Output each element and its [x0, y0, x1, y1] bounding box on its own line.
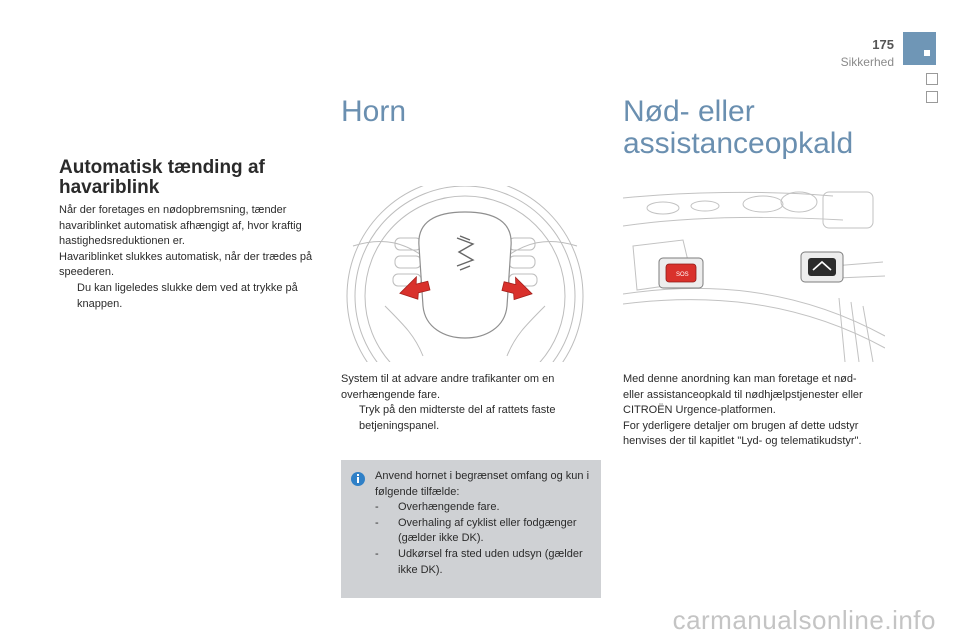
emergency-paragraph-1: Med denne anordning kan man foretage et nød- eller assistanceopkald til nødhjælpstjenester eller CITROËN Urgence-platformen.: [623, 373, 863, 417]
info-text: [375, 469, 591, 578]
hazard-paragraph-2: Havariblinket slukkes automatisk, når der trædes på speederen.: [59, 250, 313, 279]
info-item-text: Overhængende fare.: [398, 501, 500, 514]
horn-paragraph: System til at advare andre trafikanter om en overhængende fare.: [341, 373, 555, 401]
info-item-text: Udkørsel fra sted uden udsyn (gælder ikke DK).: [398, 547, 583, 576]
sos-button-icon: [659, 258, 703, 288]
horn-bullet: [341, 403, 596, 434]
horn-info-box: [341, 460, 601, 598]
info-intro: Anvend hornet i begrænset omfang og kun i følgende tilfælde:: [375, 470, 590, 498]
dash-mark: -: [375, 547, 379, 560]
horn-text-block: [341, 372, 596, 434]
emergency-paragraph-2: For yderligere detaljer om brugen af dette udstyr henvises der til kapitlet "Lyd- og telematikudstyr".: [623, 419, 862, 448]
horn-title: Horn: [341, 95, 407, 128]
dash-mark: -: [375, 501, 379, 514]
emergency-title-line-1: Nød- eller: [623, 95, 755, 128]
ceiling-console-illustration: [623, 186, 885, 362]
steering-wheel-illustration: [345, 186, 585, 362]
chapter-tab-active: [903, 32, 936, 65]
watermark: carmanualsonline.info: [672, 605, 936, 635]
hazard-paragraph-1: Når der foretages en nødopbremsning, tænder havariblinket automatisk afhængigt af, hvor kraftig hastighedsreduktionen er.: [59, 204, 302, 248]
hazard-bullet-text: Du kan ligeledes slukke dem ved at trykke på knappen.: [77, 281, 298, 310]
chapter-tab: [926, 73, 938, 85]
chapter-tab: [926, 91, 938, 103]
emergency-text-block: [623, 372, 863, 450]
section-heading-hazard-auto: [59, 158, 319, 198]
assistance-button-icon: [801, 252, 843, 282]
sos-label: SOS: [676, 272, 689, 278]
info-icon: [351, 472, 365, 486]
hazard-text-block: [59, 203, 321, 312]
chapter-title: Sikkerhed: [840, 55, 894, 69]
emergency-title-line-2: assistanceopkald: [623, 127, 854, 160]
heading-line-2: havariblink: [59, 177, 160, 198]
info-item: [375, 547, 591, 578]
page-number: 175: [872, 37, 894, 52]
heading-line-1: Automatisk tænding af: [59, 157, 265, 178]
dash-mark: -: [375, 516, 379, 529]
horn-bullet-text: Tryk på den midterste del af rattets faste betjeningspanel.: [359, 404, 556, 432]
info-item-text: Overhaling af cyklist eller fodgænger (gælder ikke DK).: [398, 516, 577, 545]
hazard-bullet: [59, 281, 321, 312]
info-item: [375, 500, 591, 516]
info-item: [375, 516, 591, 547]
emergency-title: [623, 96, 853, 160]
